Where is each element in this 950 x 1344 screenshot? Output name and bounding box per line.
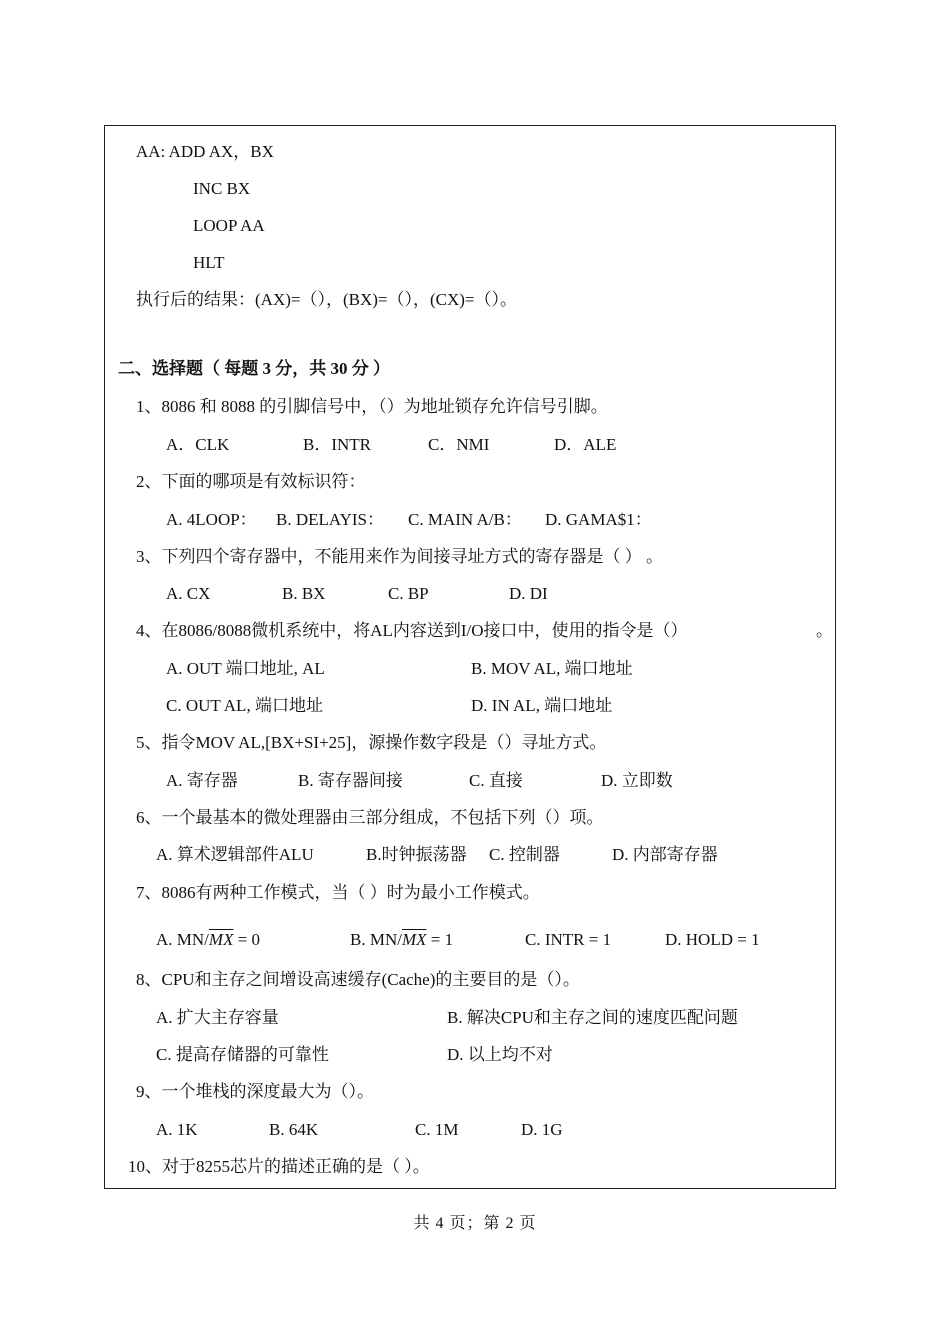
q7-option-a: A. $MN/\overline{MX} = 0$ xyxy=(156,930,261,949)
q1-option-d: D．ALE xyxy=(554,435,617,454)
q5-option-c: C. 直接 xyxy=(469,771,523,790)
q6-option-b: B.时钟振荡器 xyxy=(366,845,467,864)
code-line-3: LOOP AA xyxy=(193,216,265,235)
q1-stem: 1、8086 和 8088 的引脚信号中，（）为地址锁存允许信号引脚。 xyxy=(136,397,608,416)
q6-stem: 6、一个最基本的微处理器由三部分组成，不包括下列（）项。 xyxy=(136,808,604,827)
q1-option-b: B．INTR xyxy=(303,435,371,454)
q9-option-b: B. 64K xyxy=(269,1120,319,1139)
q2-option-c: C. MAIN A/B： xyxy=(408,510,522,529)
q6-option-a: A. 算术逻辑部件ALU xyxy=(156,845,314,864)
q7-stem: 7、8086有两种工作模式，当（ ）时为最小工作模式。 xyxy=(136,883,540,902)
q5-option-b: B. 寄存器间接 xyxy=(298,771,403,790)
q3-option-c: C. BP xyxy=(388,584,429,603)
section-title: 二、选择题（ 每题 3 分，共 30 分 ） xyxy=(118,359,390,378)
q4-stem-tail: 。 xyxy=(816,621,833,640)
q2-option-d: D. GAMA$1： xyxy=(545,510,652,529)
q8-option-a: A. 扩大主存容量 xyxy=(156,1008,279,1027)
q1-option-c: C．NMI xyxy=(428,435,490,454)
q5-option-a: A. 寄存器 xyxy=(166,771,238,790)
q4-option-a: A. OUT 端口地址, AL xyxy=(166,659,325,678)
q9-option-d: D. 1G xyxy=(521,1120,563,1139)
q9-option-c: C. 1M xyxy=(415,1120,459,1139)
q7-option-b: B. $MN/\overline{MX} = 1$ xyxy=(350,930,454,949)
q2-stem: 2、下面的哪项是有效标识符： xyxy=(136,472,366,491)
q5-option-d: D. 立即数 xyxy=(601,771,673,790)
q3-option-a: A. CX xyxy=(166,584,211,603)
q8-option-b: B. 解决CPU和主存之间的速度匹配问题 xyxy=(447,1008,738,1027)
q6-option-d: D. 内部寄存器 xyxy=(612,845,718,864)
q3-option-b: B. BX xyxy=(282,584,326,603)
q3-stem: 3、下列四个寄存器中，不能用来作为间接寻址方式的寄存器是（ ） 。 xyxy=(136,547,663,566)
page-footer: 共 4 页；第 2 页 xyxy=(413,1215,537,1232)
code-result: 执行后的结果：(AX)=（），(BX)=（），(CX)=（）。 xyxy=(136,290,518,309)
q8-stem: 8、CPU和主存之间增设高速缓存(Cache)的主要目的是（）。 xyxy=(136,970,580,989)
q3-option-d: D. DI xyxy=(509,584,548,603)
q7-option-d: D. HOLD = 1 xyxy=(665,930,760,949)
q1-option-a: A．CLK xyxy=(166,435,230,454)
code-line-4: HLT xyxy=(193,253,225,272)
q4-option-d: D. IN AL, 端口地址 xyxy=(471,696,613,715)
mx-overline: $\overline{MX}$ xyxy=(208,930,234,949)
code-line-1: AA: ADD AX，BX xyxy=(136,142,274,161)
q8-option-c: C. 提高存储器的可靠性 xyxy=(156,1045,329,1064)
q4-option-b: B. MOV AL, 端口地址 xyxy=(471,659,633,678)
exam-frame xyxy=(104,125,836,1189)
mx-overline: $\overline{MX}$ xyxy=(401,930,427,949)
q10-stem: 10、对于8255芯片的描述正确的是（ ）。 xyxy=(128,1157,430,1176)
q9-option-a: A. 1K xyxy=(156,1120,198,1139)
code-line-2: INC BX xyxy=(193,179,251,198)
q4-stem: 4、在8086/8088微机系统中，将AL内容送到I/O接口中，使用的指令是（） xyxy=(136,621,688,640)
q2-option-b: B. DELAYIS： xyxy=(276,510,384,529)
q8-option-d: D. 以上均不对 xyxy=(447,1045,553,1064)
q6-option-c: C. 控制器 xyxy=(489,845,560,864)
q9-stem: 9、一个堆栈的深度最大为（）。 xyxy=(136,1082,374,1101)
q2-option-a: A. 4LOOP： xyxy=(166,510,257,529)
q4-option-c: C. OUT AL, 端口地址 xyxy=(166,696,323,715)
q7-option-c: C. INTR = 1 xyxy=(525,930,612,949)
q5-stem: 5、指令MOV AL,[BX+SI+25]，源操作数字段是（）寻址方式。 xyxy=(136,733,607,752)
